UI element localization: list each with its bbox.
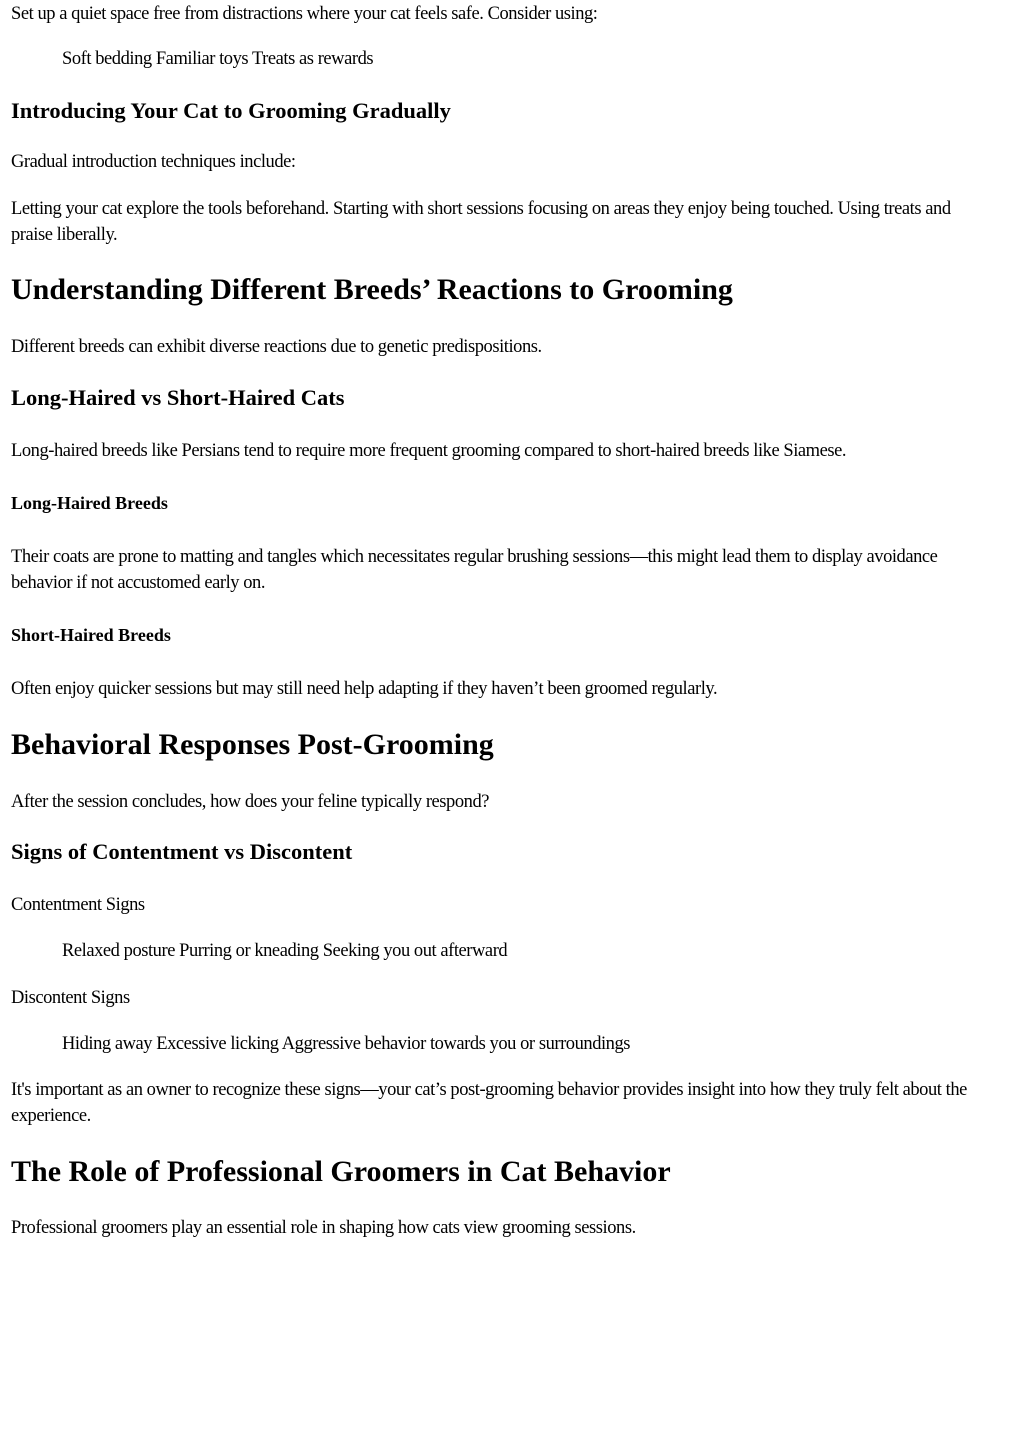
contentment-signs-list: Relaxed posture Purring or kneading Seeking you out afterward bbox=[62, 941, 508, 961]
discontent-signs-label: Discontent Signs bbox=[11, 988, 130, 1008]
signs-heading: Signs of Contentment vs Discontent bbox=[11, 839, 353, 864]
gradual-techniques-paragraph: Letting your cat explore the tools beforehand. Starting with short sessions focusing on areas they enjoy being touched. Using treats and praise liberally. bbox=[11, 199, 951, 245]
professional-groomers-paragraph: Professional groomers play an essential role in shaping how cats view grooming sessions. bbox=[11, 1218, 636, 1238]
hair-paragraph: Long-haired breeds like Persians tend to require more frequent grooming compared to short-haired breeds like Siamese. bbox=[11, 441, 847, 461]
long-haired-paragraph: Their coats are prone to matting and tangles which necessitates regular brushing sessions—this might lead them to display avoidance behavior if not accustomed early on. bbox=[11, 547, 938, 593]
breeds-intro-paragraph: Different breeds can exhibit diverse reactions due to genetic predispositions. bbox=[11, 337, 542, 357]
professional-groomers-heading: The Role of Professional Groomers in Cat Behavior bbox=[11, 1155, 671, 1188]
long-haired-heading: Long-Haired Breeds bbox=[11, 493, 168, 513]
intro-paragraph: Set up a quiet space free from distractions where your cat feels safe. Consider using: bbox=[11, 4, 598, 24]
gradual-heading: Introducing Your Cat to Grooming Gradually bbox=[11, 98, 451, 123]
post-grooming-heading: Behavioral Responses Post-Grooming bbox=[11, 728, 494, 761]
short-haired-heading: Short-Haired Breeds bbox=[11, 625, 171, 645]
gradual-intro-paragraph: Gradual introduction techniques include: bbox=[11, 152, 296, 172]
quiet-space-list: Soft bedding Familiar toys Treats as rewards bbox=[62, 49, 374, 69]
contentment-signs-label: Contentment Signs bbox=[11, 895, 145, 915]
post-grooming-intro-paragraph: After the session concludes, how does your feline typically respond? bbox=[11, 792, 490, 812]
discontent-signs-list: Hiding away Excessive licking Aggressive behavior towards you or surroundings bbox=[62, 1034, 631, 1054]
signs-paragraph: It's important as an owner to recognize these signs—your cat’s post-grooming behavior provides insight into how they truly felt about the experience. bbox=[11, 1080, 967, 1126]
breeds-heading: Understanding Different Breeds’ Reactions to Grooming bbox=[11, 273, 733, 306]
hair-heading: Long-Haired vs Short-Haired Cats bbox=[11, 385, 345, 410]
short-haired-paragraph: Often enjoy quicker sessions but may still need help adapting if they haven’t been groomed regularly. bbox=[11, 679, 718, 699]
